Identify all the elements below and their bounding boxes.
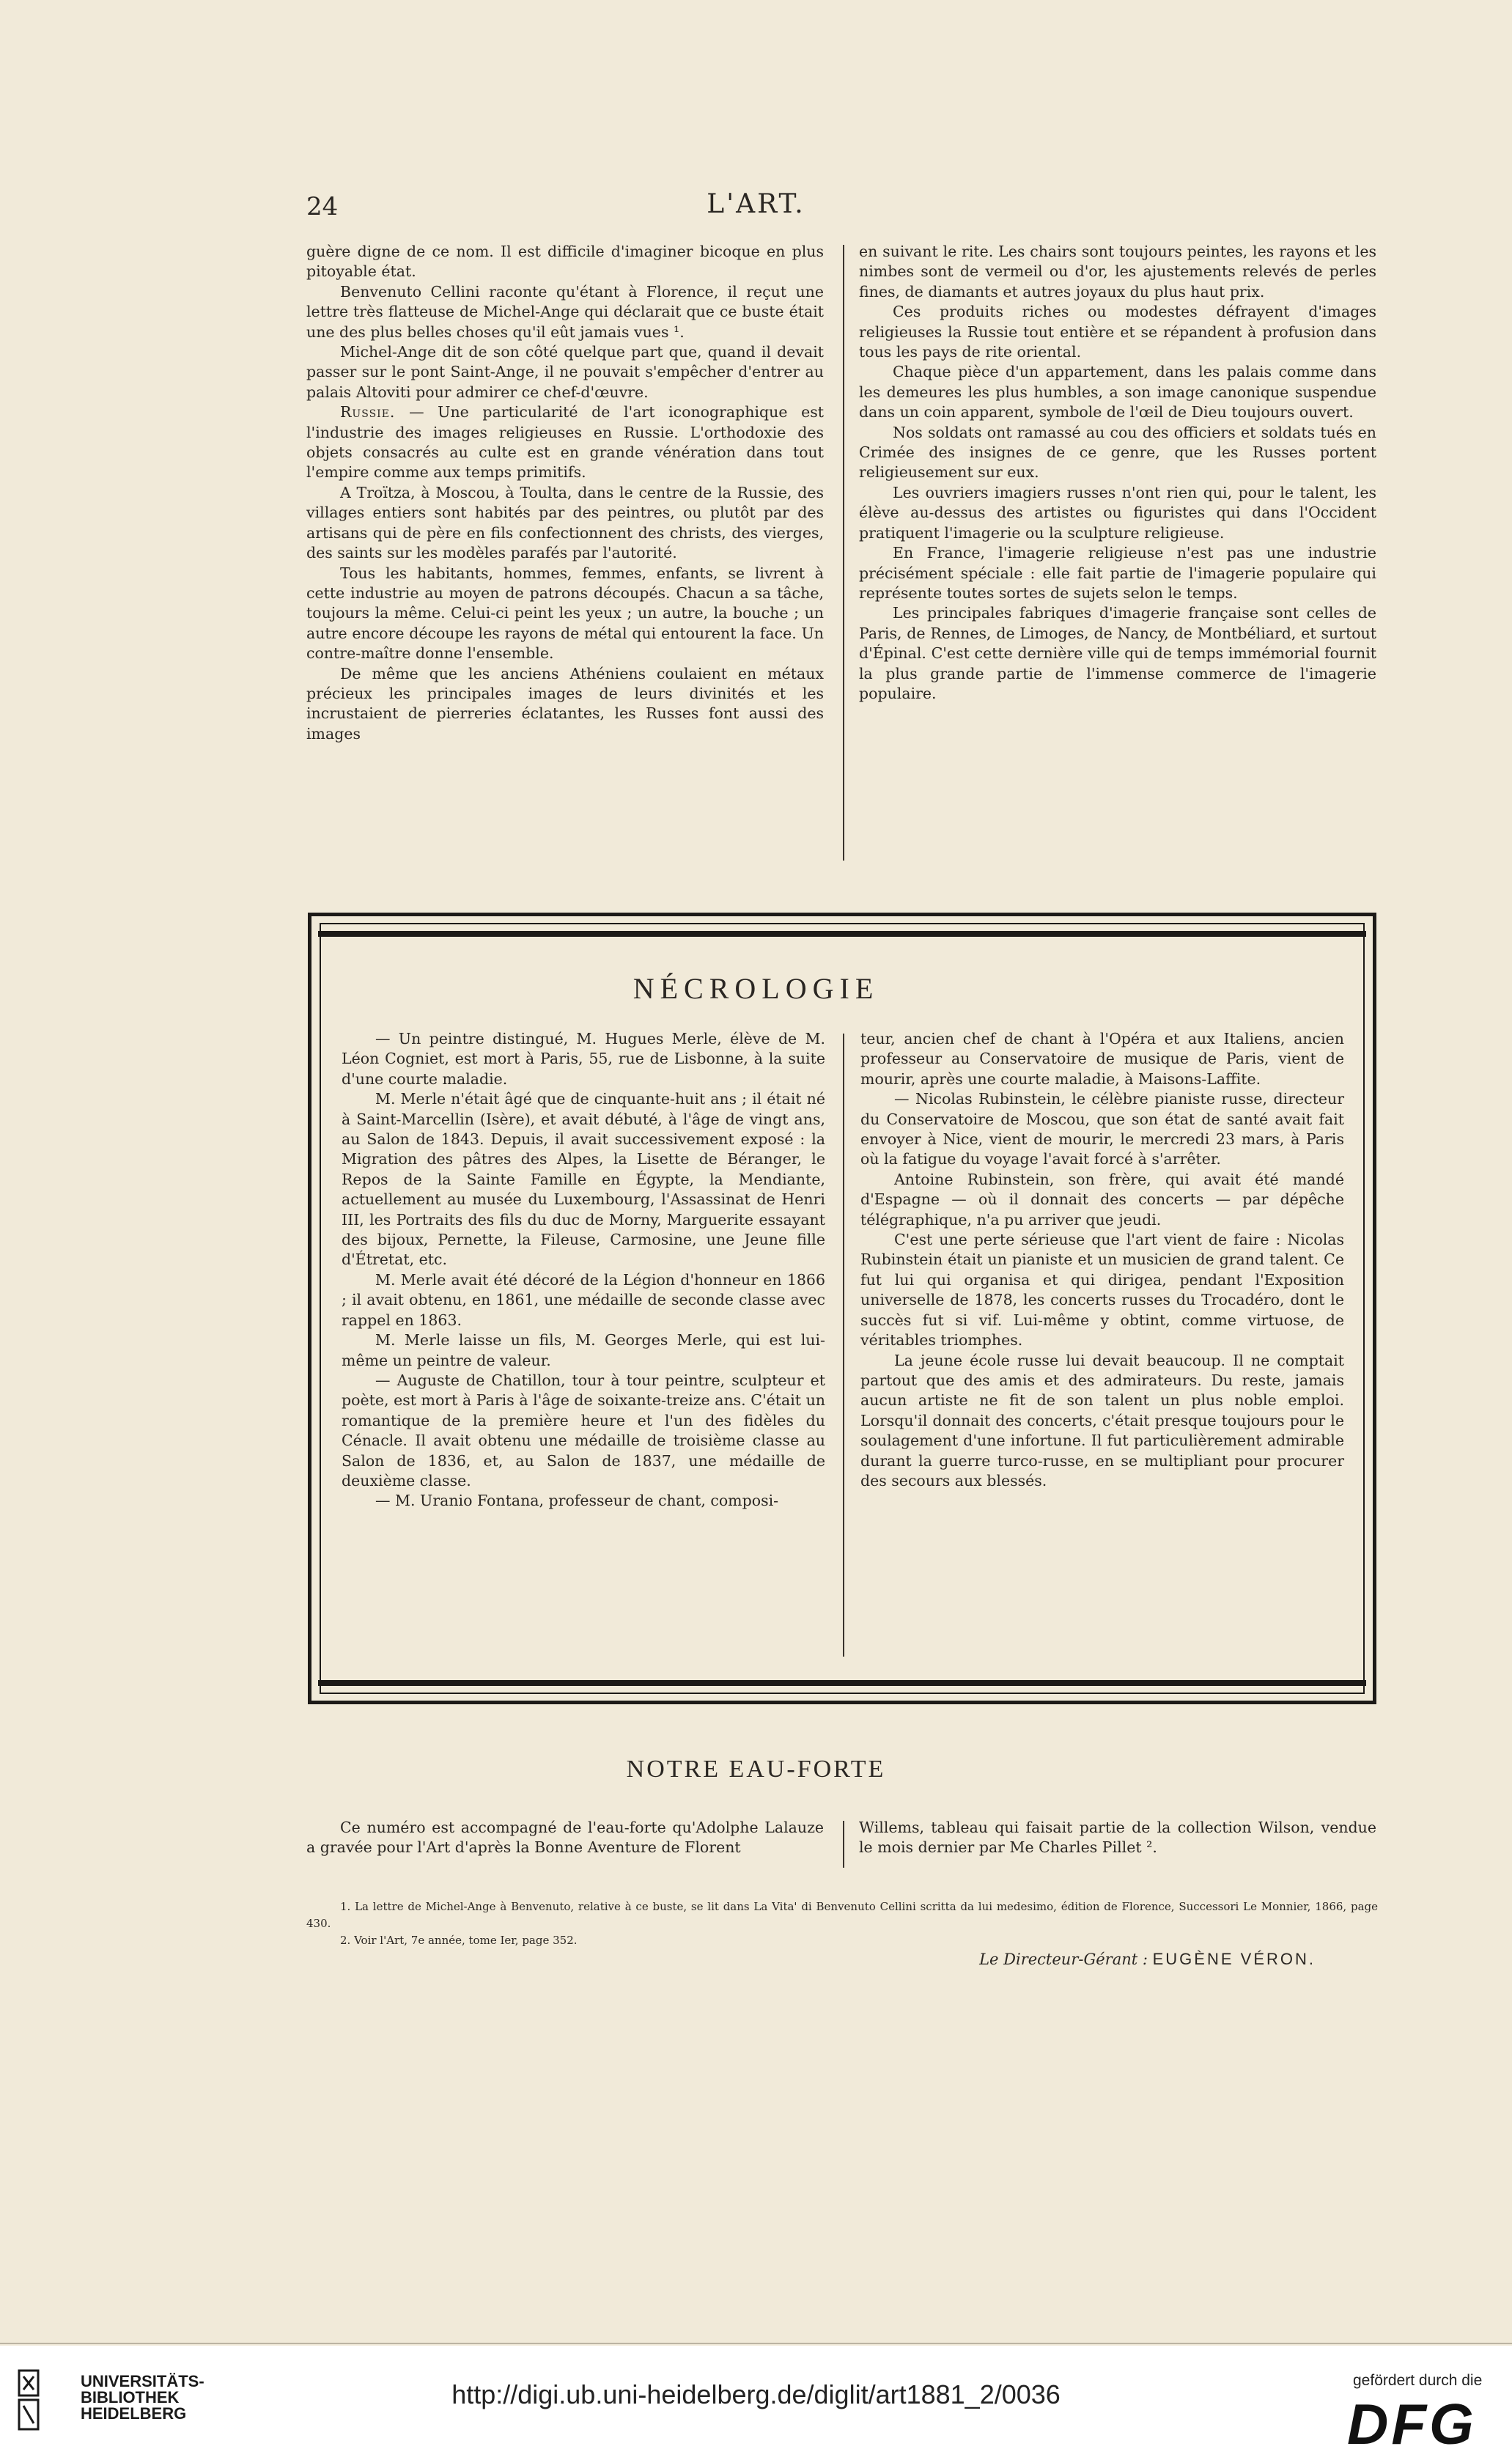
paragraph: Les principales fabriques d'imagerie française sont celles de Paris, de Rennes, de Limoges, de Nancy, de Montbéliard, et surtout d'Épinal. C'est cette dernière ville qui de temps immémorial fournit la plus grande partie de l'immense commerce de l'imagerie populaire.	[859, 604, 1376, 702]
necrologie-heading: NÉCROLOGIE	[633, 972, 879, 1005]
footnote: 2. Voir l'Art, 7e année, tome Ier, page 352.	[340, 1934, 578, 1947]
sponsor-caption: gefördert durch die	[1353, 2372, 1483, 2389]
signature-name: EUGÈNE VÉRON.	[1152, 1950, 1316, 1968]
paragraph: en suivant le rite. Les chairs sont toujours peintes, les rayons et les nimbes sont de vermeil ou d'or, les ajustements relevés de perles fines, de diamants et autres joyaux du plus haut prix.	[859, 243, 1376, 301]
institution-line: UNIVERSITÄTS-	[81, 2372, 204, 2390]
running-title: L'ART.	[707, 189, 805, 219]
paragraph: Les ouvriers imagiers russes n'ont rien qui, pour le talent, les élève au-dessus des artistes ou figuristes qui dans l'Occident pratiquent l'imagerie ou la sculpture religieuse.	[859, 483, 1376, 542]
eau-forte-heading: NOTRE EAU-FORTE	[626, 1756, 886, 1783]
paragraph: Michel-Ange dit de son côté quelque part que, quand il devait passer sur le pont Saint-Ange, il ne pouvait s'empêcher d'entrer au palais Altoviti pour admirer ce chef-d'œuvre.	[306, 343, 824, 401]
institution-line: BIBLIOTHEK	[81, 2388, 180, 2406]
paragraph: La jeune école russe lui devait beaucoup. Il ne comptait partout que des amis et des admirateurs. Du reste, jamais aucun artiste ne fit de son talent un plus noble emploi. Lorsqu'il donnait des concerts, c'était presque toujours pour le soulagement d'une infortune. Il fut particulièrement admirable durant la guerre turco-russe, en se multipliant pour procurer des secours aux blessés.	[860, 1351, 1344, 1489]
footnotes	[306, 1899, 1378, 1949]
necrologie-column-right	[860, 1029, 1344, 1491]
paragraph: teur, ancien chef de chant à l'Opéra et aux Italiens, ancien professeur au Conservatoire de musique de Paris, vient de mourir, après une courte maladie, à Maisons-Laffite.	[860, 1030, 1344, 1088]
paragraph: Chaque pièce d'un appartement, dans les palais comme dans les demeures les plus humbles, a son image canonique suspendue dans un coin apparent, symbole de l'œil de Dieu toujours ouvert.	[859, 363, 1376, 421]
column-divider	[843, 245, 844, 861]
paragraph: M. Merle avait été décoré de la Légion d'honneur en 1866 ; il avait obtenu, en 1861, une médaille de seconde classe avec rappel en 1863.	[342, 1270, 825, 1329]
paragraph: Benvenuto Cellini raconte qu'étant à Florence, il reçut une lettre très flatteuse de Michel-Ange qui déclarait que ce buste était une des plus belles choses qu'il eût jamais vues ¹.	[306, 282, 824, 341]
paragraph: — M. Uranio Fontana, professeur de chant, composi-	[375, 1492, 779, 1510]
article-column-right	[859, 242, 1376, 704]
paragraph: M. Merle n'était âgé que de cinquante-huit ans ; il était né à Saint-Marcellin (Isère), et avait débuté, à l'âge de vingt ans, au Salon de 1843. Depuis, il avait successivement exposé : la Migration des pâtres des Alpes, la Lisette de Béranger, le Repos de la Sainte Famille en Égypte, la Mendiante, actuellement au musée du Luxembourg, l'Assassinat de Henri III, les Portraits des fils du duc de Morny, Marguerite essayant des bijoux, Pernette, la Fileuse, Carmosine, une Jeune fille d'Étretat, etc.	[342, 1090, 825, 1269]
paragraph: — Nicolas Rubinstein, le célèbre pianiste russe, directeur du Conservatoire de Moscou, que son état de santé avait fait envoyer à Nice, vient de mourir, le mercredi 23 mars, à Paris où la fatigue du voyage l'avait forcé à s'arrêter.	[860, 1090, 1344, 1168]
paragraph: — Un peintre distingué, M. Hugues Merle, élève de M. Léon Cogniet, est mort à Paris, 55, rue de Lisbonne, à la suite d'une courte maladie.	[342, 1030, 825, 1088]
paragraph: De même que les anciens Athéniens coulaient en métaux précieux les principales images de leurs divinités et les incrustaient de pierreries éclatantes, les Russes font aussi des images	[306, 664, 824, 743]
paragraph: Tous les habitants, hommes, femmes, enfants, se livrent à cette industrie au moyen de patrons découpés. Chacun a sa tâche, toujours la même. Celui-ci peint les yeux ; un autre, la bouche ; un autre encore découpe les rayons de métal qui entourent la face. Un contre-maître donne l'ensemble.	[306, 564, 824, 663]
paragraph	[306, 402, 824, 483]
signature	[979, 1950, 1316, 1969]
section-label: Russie.	[340, 403, 396, 421]
necrologie-column-divider	[843, 1034, 844, 1657]
eau-forte-column-divider	[843, 1821, 844, 1868]
paragraph: — Auguste de Chatillon, tour à tour peintre, sculpteur et poète, est mort à Paris à l'âge de soixante-treize ans. C'était un romantique de la première heure et l'un des fidèles du Cénacle. Il avait obtenu une médaille de troisième classe au Salon de 1836, et, au Salon de 1837, une médaille de deuxième classe.	[342, 1371, 825, 1489]
paragraph: Ce numéro est accompagné de l'eau-forte qu'Adolphe Lalauze a gravée pour l'Art d'après la Bonne Aventure de Florent	[306, 1819, 824, 1857]
paragraph: Ces produits riches ou modestes défrayent d'images religieuses la Russie tout entière et se répandent à profusion dans tous les pays de rite oriental.	[859, 303, 1376, 361]
paragraph-text: — Une particularité de l'art iconographique est l'industrie des images religieuses en Russie. L'orthodoxie des objets consacrés au culte est en grande vénération dans tout l'empire comme aux temps primitifs.	[306, 403, 824, 482]
signature-label: Le Directeur-Gérant :	[979, 1951, 1148, 1968]
paragraph: Willems, tableau qui faisait partie de la collection Wilson, vendue le mois dernier par Me Charles Pillet ².	[859, 1819, 1376, 1857]
paragraph: Nos soldats ont ramassé au cou des officiers et soldats tués en Crimée des insignes de ce genre, que les Russes portent religieusement sur eux.	[859, 423, 1376, 482]
footnote: 1. La lettre de Michel-Ange à Benvenuto, relative à ce buste, se lit dans La Vita' di Benvenuto Cellini scritta da lui medesimo, édition de Florence, Successori Le Monnier, 1866, page 430.	[306, 1900, 1378, 1930]
paragraph: Antoine Rubinstein, son frère, qui avait été mandé d'Espagne — où il donnait des concerts — par dépêche télégraphique, n'a pu arriver que jeudi.	[860, 1170, 1344, 1229]
dfg-logo: DFG	[1347, 2392, 1477, 2456]
necrologie-column-left	[342, 1029, 825, 1511]
footer-divider	[0, 2343, 1512, 2344]
permalink-url[interactable]: http://digi.ub.uni-heidelberg.de/diglit/art1881_2/0036	[451, 2379, 1061, 2409]
paragraph: C'est une perte sérieuse que l'art vient de faire : Nicolas Rubinstein était un pianiste et un musicien de grand talent. Ce fut lui qui organisa et qui dirigea, pendant l'Exposition universelle de 1878, les concerts russes du Trocadéro, dont le succès fut si vif. Lui-même y obtint, comme virtuose, de véritables triomphes.	[860, 1231, 1344, 1349]
page-number: 24	[306, 192, 339, 221]
article-column-left	[306, 242, 824, 744]
eau-forte-column-right	[859, 1818, 1376, 1858]
frame-bottom-band	[318, 1680, 1366, 1686]
eau-forte-column-left	[306, 1818, 824, 1858]
paragraph: En France, l'imagerie religieuse n'est pas une industrie précisément spéciale : elle fait partie de l'imagerie populaire qui représente toutes sortes de sujets selon le temps.	[859, 544, 1376, 602]
institution-line: HEIDELBERG	[81, 2404, 187, 2423]
frame-top-band	[318, 931, 1366, 937]
paragraph: A Troïtza, à Moscou, à Toulta, dans le centre de la Russie, des villages entiers sont habités par des peintres, ou plutôt par des artisans qui de père en fils confectionnent des christs, des vierges, des saints sur les modèles parafés par l'autorité.	[306, 483, 824, 562]
paragraph: M. Merle laisse un fils, M. Georges Merle, qui est lui-même un peintre de valeur.	[342, 1331, 825, 1369]
paragraph: guère digne de ce nom. Il est difficile d'imaginer bicoque en plus pitoyable état.	[306, 243, 824, 281]
